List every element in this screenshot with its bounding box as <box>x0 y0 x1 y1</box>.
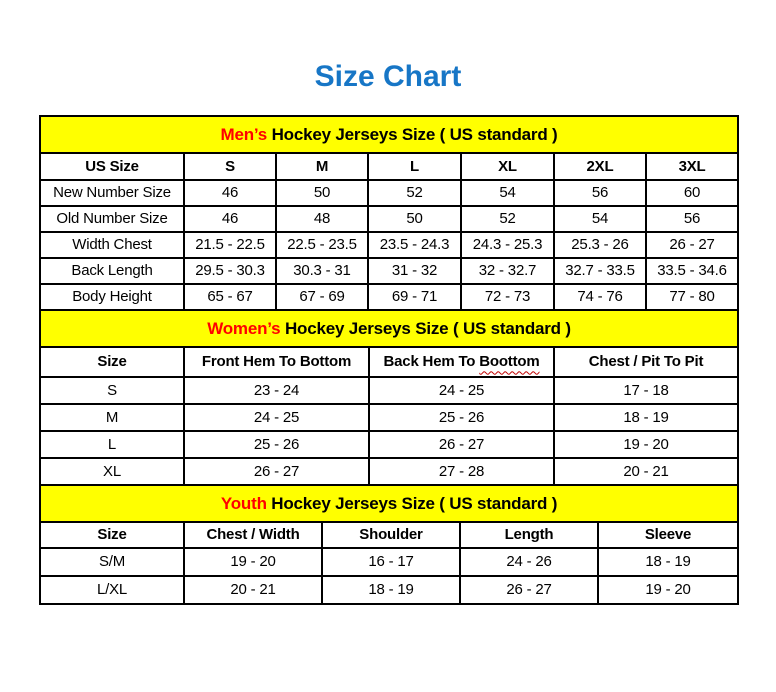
cell: 54 <box>461 180 554 206</box>
cell: 46 <box>184 206 276 232</box>
cell: 20 - 21 <box>554 458 738 485</box>
row-label: S <box>40 377 184 404</box>
table-row <box>40 431 738 458</box>
column-header: Length <box>460 522 598 548</box>
youth-header-row <box>40 522 738 548</box>
column-header: Front Hem To Bottom <box>184 347 369 377</box>
cell: 25.3 - 26 <box>554 232 646 258</box>
row-label: L/XL <box>40 576 184 604</box>
cell: 18 - 19 <box>322 576 460 604</box>
table-row <box>40 180 738 206</box>
cell: 52 <box>461 206 554 232</box>
column-header: L <box>368 153 461 180</box>
cell: 60 <box>646 180 738 206</box>
row-label: S/M <box>40 548 184 576</box>
mens-header-row <box>40 153 738 180</box>
cell: 24 - 25 <box>369 377 554 404</box>
cell: 19 - 20 <box>598 576 738 604</box>
row-label: Body Height <box>40 284 184 310</box>
cell: 67 - 69 <box>276 284 368 310</box>
row-label: Old Number Size <box>40 206 184 232</box>
cell: 25 - 26 <box>184 431 369 458</box>
row-label: Back Length <box>40 258 184 284</box>
column-header: Sleeve <box>598 522 738 548</box>
column-header: Size <box>40 522 184 548</box>
column-header: Chest / Width <box>184 522 322 548</box>
cell: 24 - 25 <box>184 404 369 431</box>
cell: 23.5 - 24.3 <box>368 232 461 258</box>
cell: 16 - 17 <box>322 548 460 576</box>
mens-section-title <box>40 116 738 153</box>
cell: 19 - 20 <box>554 431 738 458</box>
cell: 54 <box>554 206 646 232</box>
cell: 26 - 27 <box>369 431 554 458</box>
cell: 23 - 24 <box>184 377 369 404</box>
cell: 25 - 26 <box>369 404 554 431</box>
womens-section-title-highlight: Women’s <box>207 318 281 338</box>
mens-section-header <box>40 116 738 153</box>
mens-section-title-rest: Hockey Jerseys Size ( US standard ) <box>267 124 558 144</box>
cell: 22.5 - 23.5 <box>276 232 368 258</box>
cell: 48 <box>276 206 368 232</box>
mens-section-title-highlight: Men’s <box>220 124 268 144</box>
cell: 26 - 27 <box>460 576 598 604</box>
cell: 30.3 - 31 <box>276 258 368 284</box>
womens-section-title-rest: Hockey Jerseys Size ( US standard ) <box>280 318 571 338</box>
cell: 52 <box>368 180 461 206</box>
cell: 32 - 32.7 <box>461 258 554 284</box>
cell: 24 - 26 <box>460 548 598 576</box>
cell: 18 - 19 <box>554 404 738 431</box>
youth-section-title-rest: Hockey Jerseys Size ( US standard ) <box>266 493 558 513</box>
cell: 33.5 - 34.6 <box>646 258 738 284</box>
youth-size-table <box>39 484 739 605</box>
column-header: Shoulder <box>322 522 460 548</box>
cell: 27 - 28 <box>369 458 554 485</box>
column-header: Chest / Pit To Pit <box>554 347 738 377</box>
cell: 20 - 21 <box>184 576 322 604</box>
column-header: Size <box>40 347 184 377</box>
cell: 29.5 - 30.3 <box>184 258 276 284</box>
cell: 31 - 32 <box>368 258 461 284</box>
cell: 26 - 27 <box>646 232 738 258</box>
youth-section-header <box>40 485 738 522</box>
table-row <box>40 576 738 604</box>
cell: 56 <box>646 206 738 232</box>
cell: 77 - 80 <box>646 284 738 310</box>
cell: 56 <box>554 180 646 206</box>
womens-header-row <box>40 347 738 377</box>
table-row <box>40 377 738 404</box>
cell: 72 - 73 <box>461 284 554 310</box>
cell: 74 - 76 <box>554 284 646 310</box>
cell: 32.7 - 33.5 <box>554 258 646 284</box>
column-header: 2XL <box>554 153 646 180</box>
row-label: XL <box>40 458 184 485</box>
youth-section-title <box>40 485 738 522</box>
cell: 50 <box>276 180 368 206</box>
row-label: M <box>40 404 184 431</box>
table-row <box>40 206 738 232</box>
column-header-text: Back Hem To <box>383 353 480 371</box>
table-row <box>40 458 738 485</box>
column-header: XL <box>461 153 554 180</box>
size-chart <box>39 115 737 605</box>
row-label: Width Chest <box>40 232 184 258</box>
womens-section-header <box>40 310 738 347</box>
row-label: New Number Size <box>40 180 184 206</box>
cell: 17 - 18 <box>554 377 738 404</box>
cell: 65 - 67 <box>184 284 276 310</box>
cell: 19 - 20 <box>184 548 322 576</box>
cell: 18 - 19 <box>598 548 738 576</box>
mens-size-table <box>39 115 739 311</box>
table-row <box>40 404 738 431</box>
row-label: L <box>40 431 184 458</box>
column-header: US Size <box>40 153 184 180</box>
womens-size-table <box>39 309 739 486</box>
womens-section-title <box>40 310 738 347</box>
misspelled-word: Boottom <box>479 353 540 371</box>
cell: 46 <box>184 180 276 206</box>
cell: 26 - 27 <box>184 458 369 485</box>
table-row <box>40 232 738 258</box>
column-header <box>369 347 554 377</box>
column-header: 3XL <box>646 153 738 180</box>
column-header: S <box>184 153 276 180</box>
table-row <box>40 284 738 310</box>
cell: 69 - 71 <box>368 284 461 310</box>
cell: 50 <box>368 206 461 232</box>
youth-section-title-highlight: Youth <box>220 493 267 513</box>
cell: 21.5 - 22.5 <box>184 232 276 258</box>
table-row <box>40 258 738 284</box>
cell: 24.3 - 25.3 <box>461 232 554 258</box>
page-title: Size Chart <box>314 60 462 93</box>
table-row <box>40 548 738 576</box>
column-header: M <box>276 153 368 180</box>
